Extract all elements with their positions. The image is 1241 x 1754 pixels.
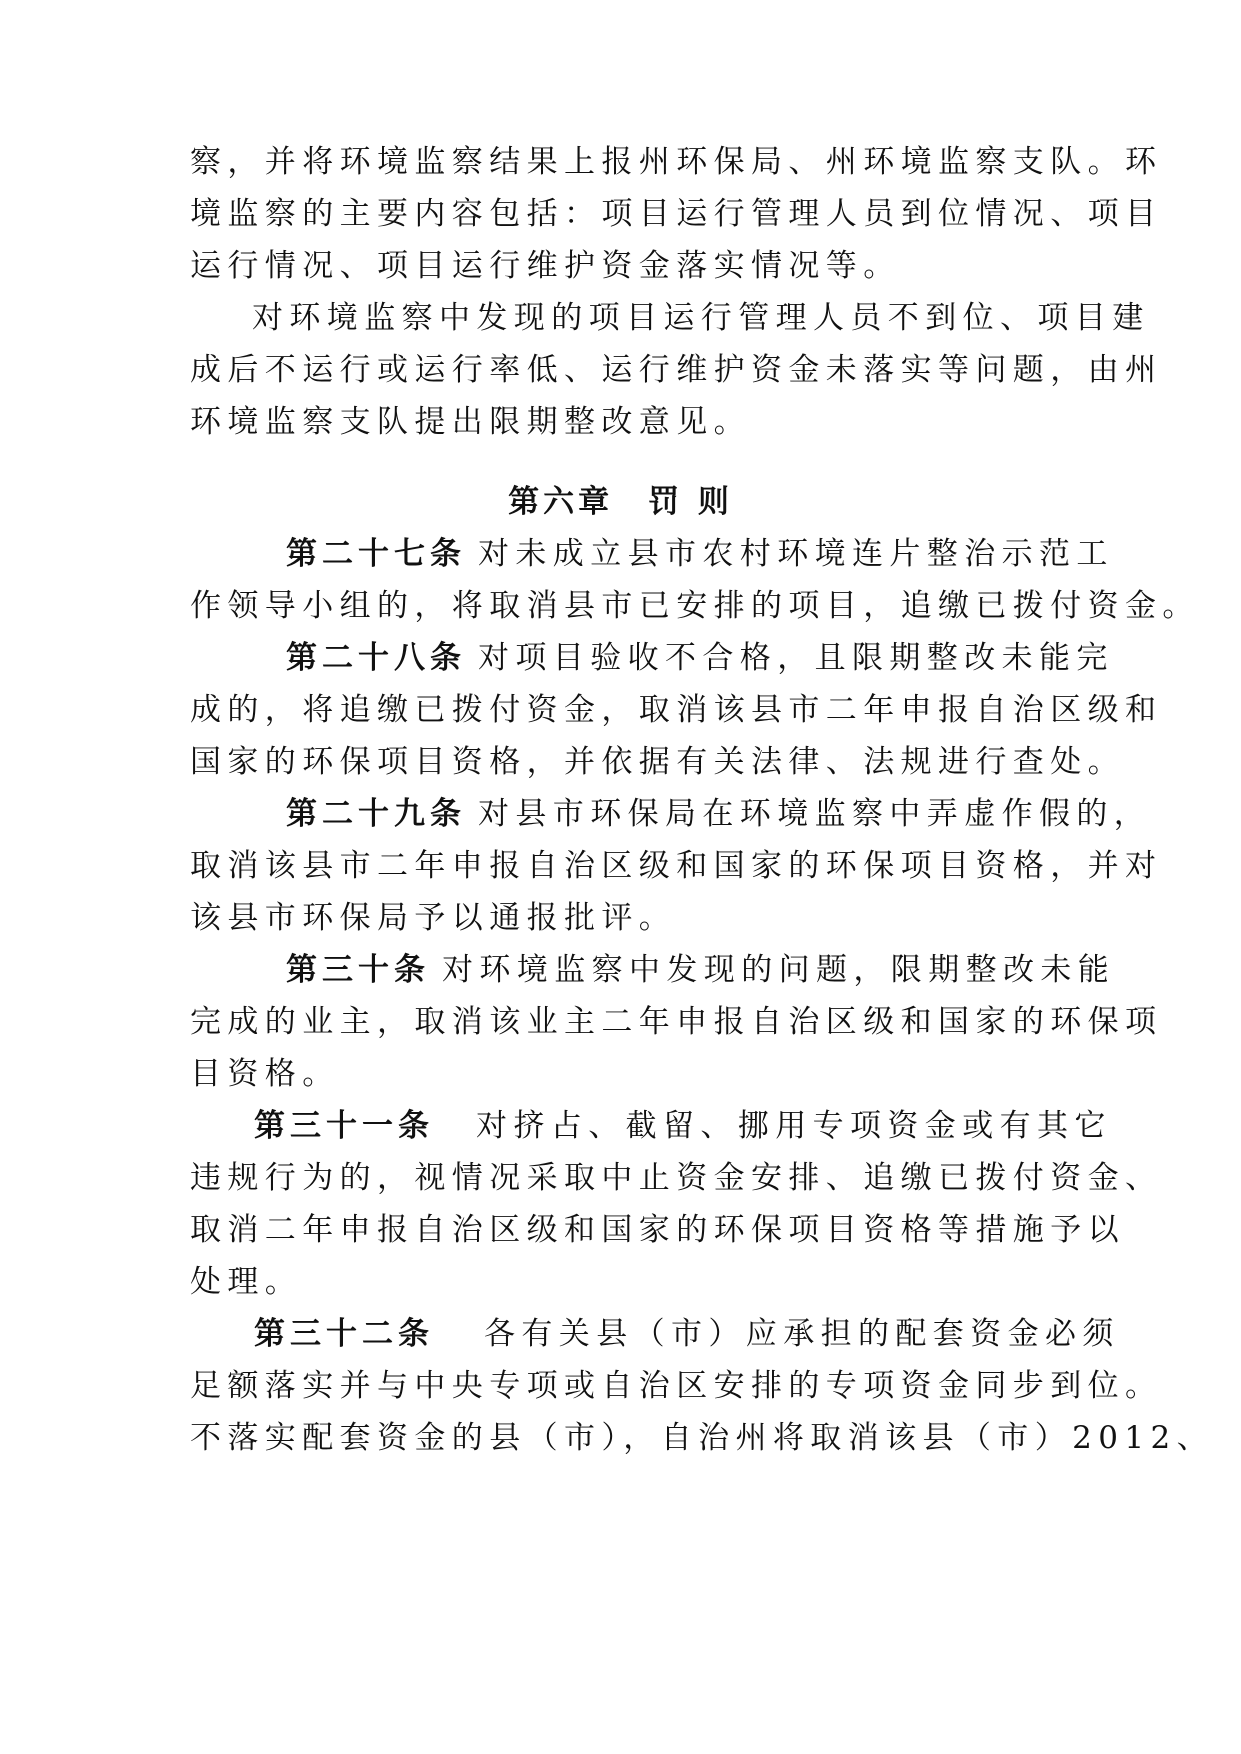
paragraph-line: 不落实配套资金的县（市），自治州将取消该县（市）2012、 bbox=[190, 1420, 1214, 1456]
paragraph-line: 对环境监察中发现的项目运行管理人员不到位、项目建 bbox=[252, 300, 1150, 336]
article-text: 对未成立县市农村环境连片整治示范工 bbox=[478, 536, 1114, 572]
paragraph-line: 察，并将环境监察结果上报州环保局、州环境监察支队。环 bbox=[190, 144, 1163, 180]
article-text: 对环境监察中发现的问题，限期整改未能 bbox=[442, 952, 1116, 988]
paragraph-line: 环境监察支队提出限期整改意见。 bbox=[190, 404, 751, 440]
article-label: 第二十九条 bbox=[286, 796, 466, 832]
article-text: 对挤占、截留、挪用专项资金或有其它 bbox=[476, 1108, 1112, 1144]
paragraph-line: 该县市环保局予以通报批评。 bbox=[190, 900, 677, 936]
paragraph-line: 成后不运行或运行率低、运行维护资金未落实等问题，由州 bbox=[190, 352, 1163, 388]
article-27-first-line bbox=[286, 534, 1114, 574]
paragraph-line: 违规行为的，视情况采取中止资金安排、追缴已拨付资金、 bbox=[190, 1160, 1163, 1196]
paragraph-line: 作领导小组的，将取消县市已安排的项目，追缴已拨付资金。 bbox=[190, 588, 1200, 624]
article-30-first-line bbox=[286, 950, 1115, 990]
article-text: 对项目验收不合格，且限期整改未能完 bbox=[478, 640, 1114, 676]
article-label: 第三十一条 bbox=[254, 1108, 434, 1144]
article-label: 第二十八条 bbox=[286, 640, 466, 676]
paragraph-line: 完成的业主，取消该业主二年申报自治区级和国家的环保项 bbox=[190, 1004, 1163, 1040]
article-label: 第二十七条 bbox=[286, 536, 466, 572]
chapter-heading: 第六章 罚 则 bbox=[508, 484, 733, 520]
article-31-first-line bbox=[254, 1106, 1112, 1146]
paragraph-line: 取消该县市二年申报自治区级和国家的环保项目资格，并对 bbox=[190, 848, 1163, 884]
paragraph-line: 国家的环保项目资格，并依据有关法律、法规进行查处。 bbox=[190, 744, 1125, 780]
paragraph-line: 足额落实并与中央专项或自治区安排的专项资金同步到位。 bbox=[190, 1368, 1163, 1404]
paragraph-line: 目资格。 bbox=[190, 1056, 340, 1092]
article-label: 第三十二条 bbox=[254, 1316, 434, 1352]
paragraph-line: 成的，将追缴已拨付资金，取消该县市二年申报自治区级和 bbox=[190, 692, 1163, 728]
paragraph-line: 运行情况、项目运行维护资金落实情况等。 bbox=[190, 248, 901, 284]
article-32-first-line bbox=[254, 1314, 1120, 1354]
paragraph-line: 境监察的主要内容包括：项目运行管理人员到位情况、项目 bbox=[190, 196, 1163, 232]
article-text: 对县市环保局在环境监察中弄虚作假的， bbox=[478, 796, 1152, 832]
article-label: 第三十条 bbox=[286, 952, 430, 988]
paragraph-line: 取消二年申报自治区级和国家的环保项目资格等措施予以 bbox=[190, 1212, 1125, 1248]
article-29-first-line bbox=[286, 794, 1151, 834]
paragraph-line: 处理。 bbox=[190, 1264, 303, 1300]
article-28-first-line bbox=[286, 638, 1114, 678]
article-text: 各有关县（市）应承担的配套资金必须 bbox=[484, 1316, 1120, 1352]
